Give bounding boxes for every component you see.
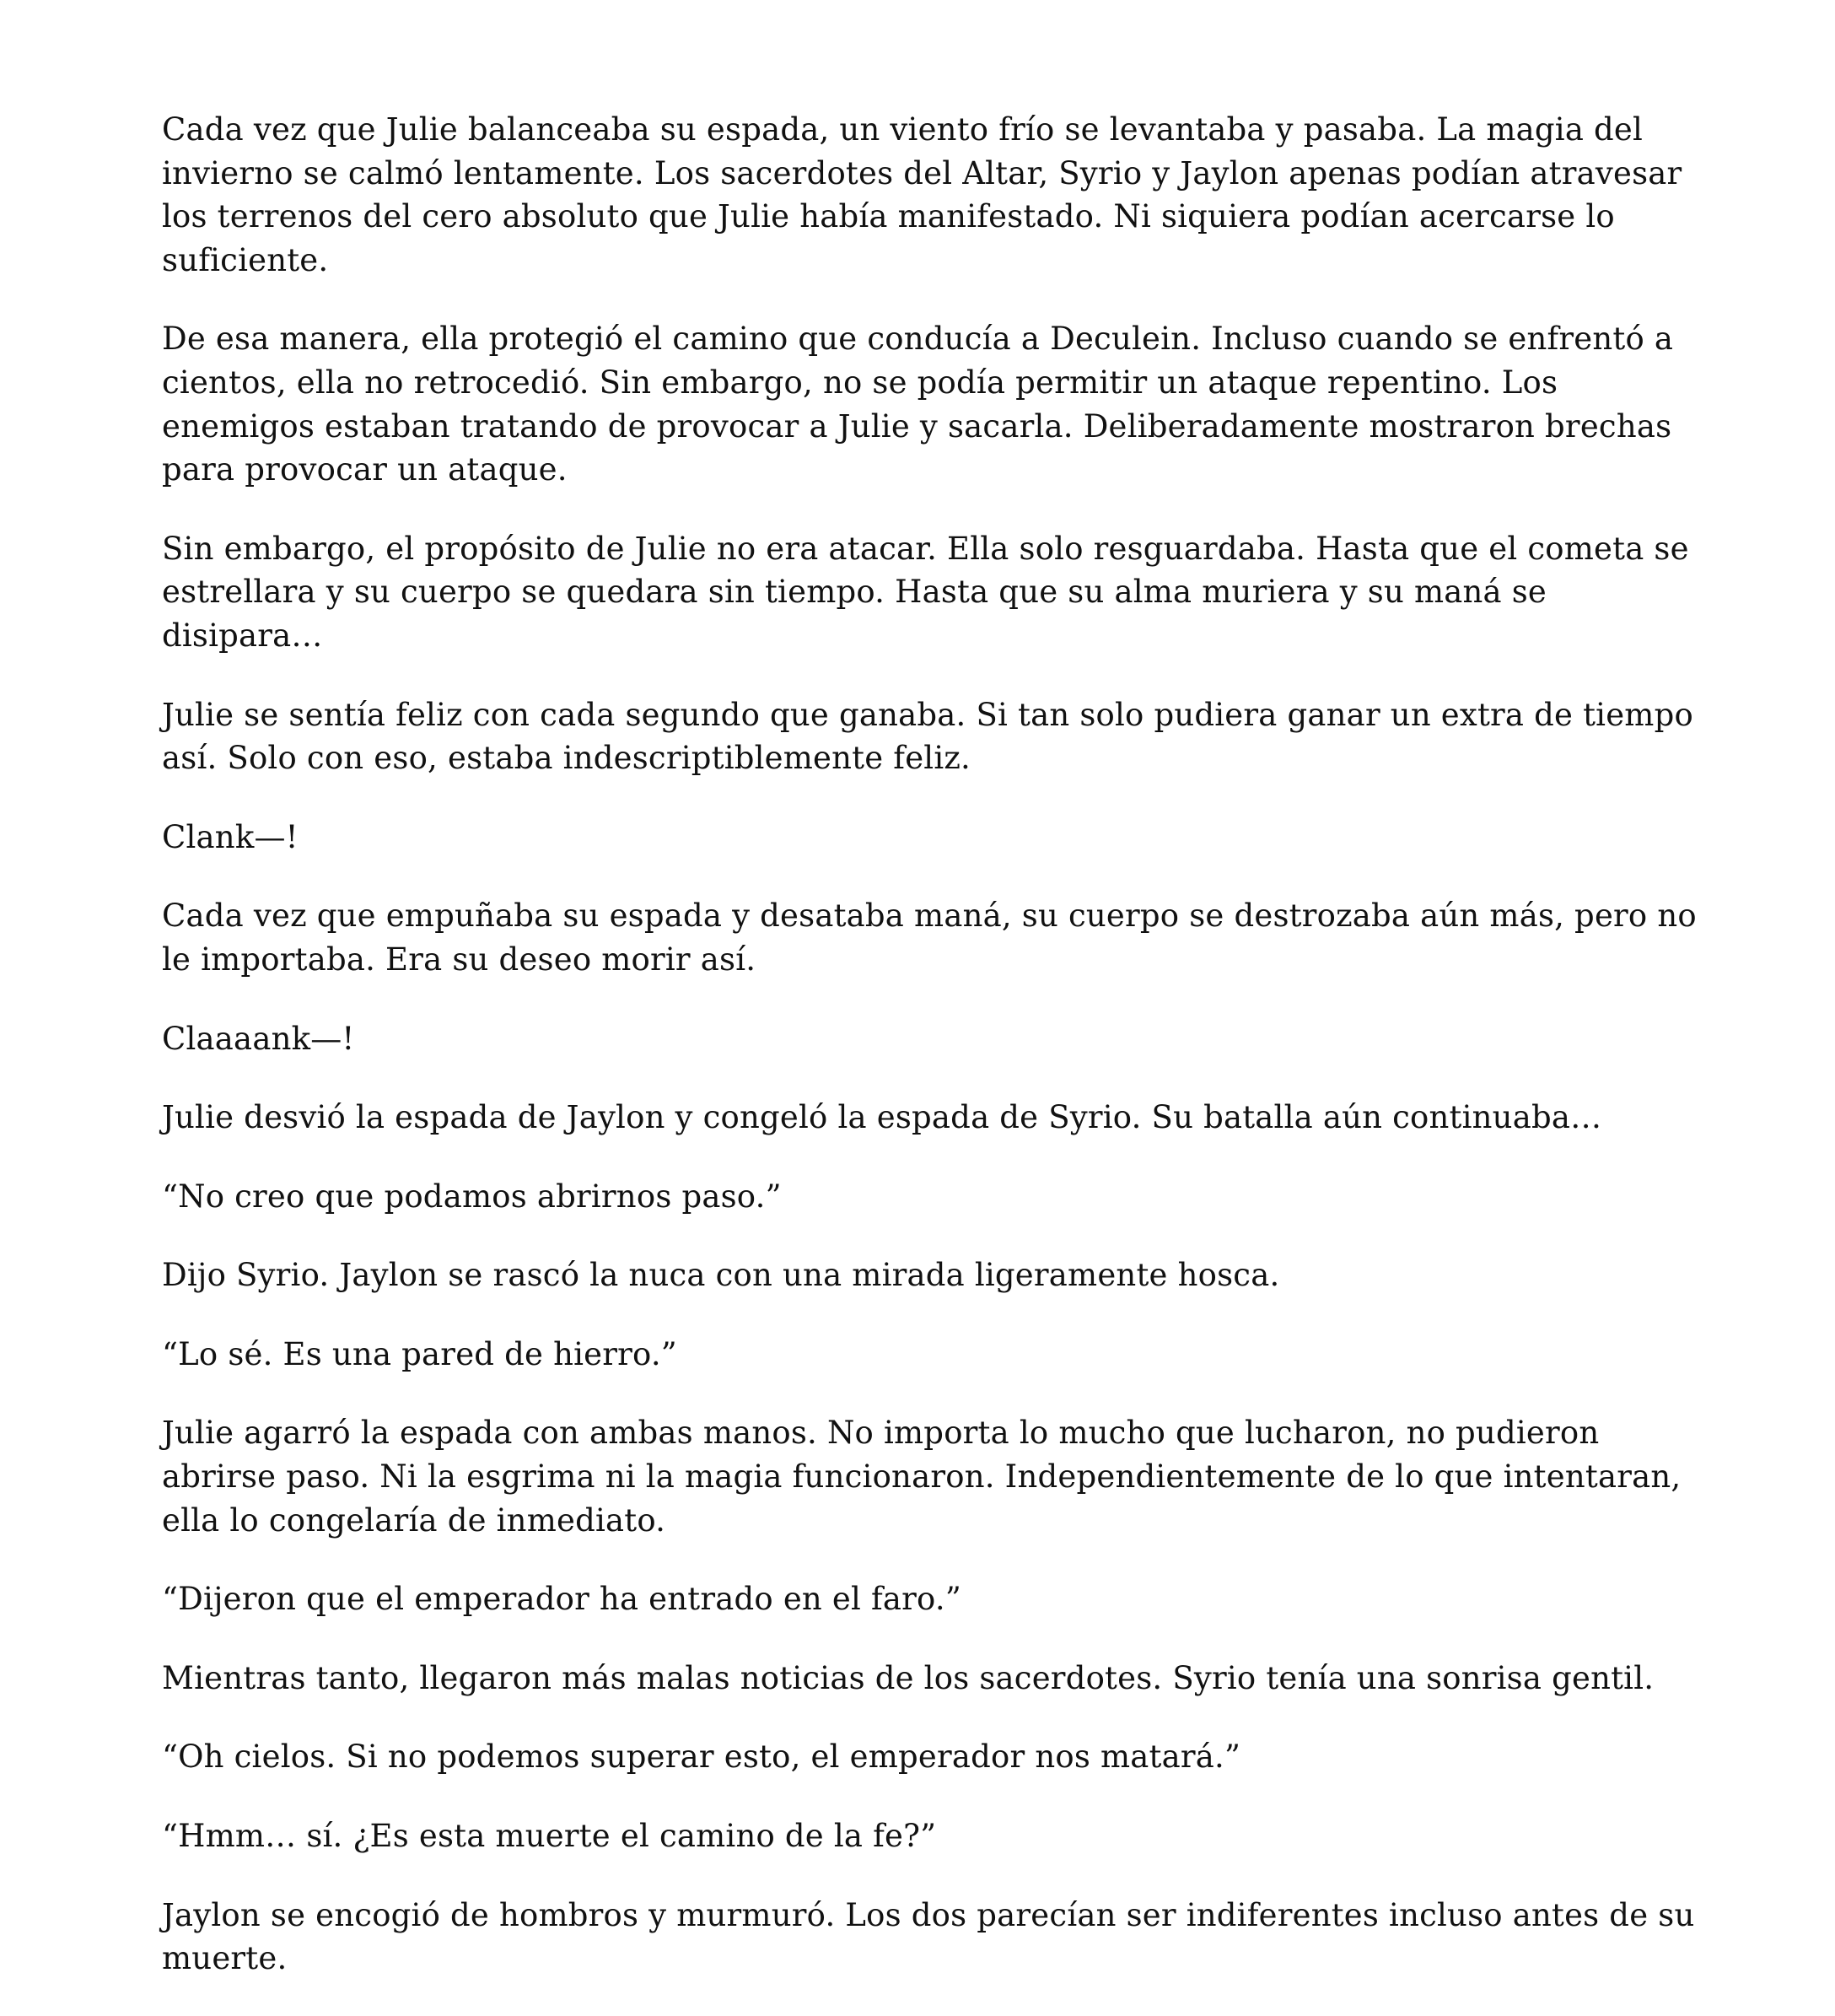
paragraph: Julie se sentía feliz con cada segundo que ganaba. Si tan solo pudiera ganar un extra de tiempo así. Solo con eso, estaba indescriptiblemente feliz. [162,696,1693,777]
paragraph: “Hmm… sí. ¿Es esta muerte el camino de la fe?” [162,1818,937,1855]
paragraph: “Dijeron que el emperador ha entrado en el faro.” [162,1581,961,1618]
paragraph: Jaylon se encogió de hombros y murmuró. Los dos parecían ser indiferentes incluso antes de su muerte. [162,1896,1695,1977]
paragraph: “Lo sé. Es una pared de hierro.” [162,1335,677,1372]
paragraph: “No creo que podamos abrirnos paso.” [162,1178,782,1215]
paragraph: Julie desvió la espada de Jaylon y congeló la espada de Syrio. Su batalla aún continuaba… [162,1099,1602,1136]
paragraph: Claaaank—! [162,1020,355,1057]
paragraph: Sin embargo, el propósito de Julie no era atacar. Ella solo resguardaba. Hasta que el cometa se estrellara y su cuerpo se quedara sin tiempo. Hasta que su alma muriera y su maná se disipara… [162,530,1689,654]
document-body [162,108,1705,2016]
paragraph: “Oh cielos. Si no podemos superar esto, el emperador nos matará.” [162,1738,1241,1776]
paragraph: Julie agarró la espada con ambas manos. No importa lo mucho que lucharon, no pudieron abrirse paso. Ni la esgrima ni la magia funcionaron. Independientemente de lo que intentaran, ella lo congelaría de inmediato. [162,1415,1682,1539]
paragraph: Cada vez que empuñaba su espada y desataba maná, su cuerpo se destrozaba aún más, pero no le importaba. Era su deseo morir así. [162,897,1697,978]
paragraph: Cada vez que Julie balanceaba su espada, un viento frío se levantaba y pasaba. La magia del invierno se calmó lentamente. Los sacerdotes del Altar, Syrio y Jaylon apenas podían atravesar los terrenos del cero absoluto que Julie había manifestado. Ni siquiera podían acercarse lo suficiente. [162,111,1682,278]
paragraph: Mientras tanto, llegaron más malas noticias de los sacerdotes. Syrio tenía una sonrisa gentil. [162,1659,1655,1696]
paragraph: Clank—! [162,818,299,855]
paragraph: De esa manera, ella protegió el camino que conducía a Deculein. Incluso cuando se enfrentó a cientos, ella no retrocedió. Sin embargo, no se podía permitir un ataque repentino. Los enemigos estaban tratando de provocar a Julie y sacarla. Deliberadamente mostraron brechas para provocar un ataque. [162,321,1674,488]
paragraph: Dijo Syrio. Jaylon se rascó la nuca con una mirada ligeramente hosca. [162,1257,1280,1294]
